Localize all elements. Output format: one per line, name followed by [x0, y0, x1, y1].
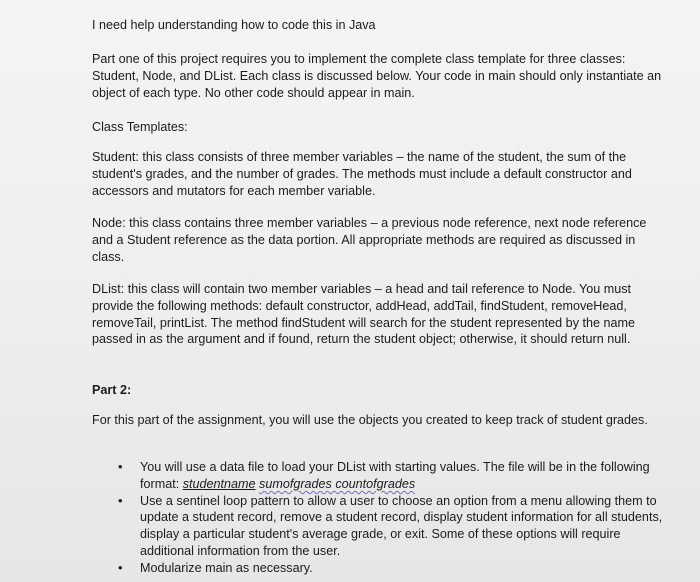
node-paragraph: Node: this class contains three member variables – a previous node reference, next node reference and a Student reference as the data portion. All appropriate methods are required as discussed in class.	[92, 216, 647, 264]
student-paragraph: Student: this class consists of three member variables – the name of the student, the sum of the student's grades, and the number of grades. The methods must include a default constructor and accessors and mutators for each member variable.	[92, 150, 632, 198]
list-item	[92, 560, 672, 577]
bullet-icon: •	[118, 459, 123, 474]
bullet-text-3: Modularize main as necessary.	[140, 560, 313, 575]
class-templates-heading: Class Templates:	[92, 120, 188, 134]
part1-paragraph: Part one of this project requires you to implement the complete class template for three classes: Student, Node, and DList. Each class is discussed below. Your code in main should only instantiate an object of each type. No other code should appear in main.	[92, 52, 662, 100]
format-grades: sumofgrades countofgrades	[259, 476, 416, 491]
bullet-icon: •	[118, 559, 123, 575]
bullet-icon: •	[118, 492, 123, 508]
bullet-text-2: Use a sentinel loop pattern to allow a user to choose an option from a menu allowing them to update a student record, remove a student record, display student information for all students, display a particular student's average grade, or exit. Some of these options will require additional information from the user.	[140, 493, 663, 558]
bullet-text-1: You will use a data file to load your DList with starting values. The file will be in the following format:	[140, 460, 650, 491]
dlist-paragraph: DList: this class will contain two member variables – a head and tail reference to Node. You must provide the following methods: default constructor, addHead, addTail, findStudent, removeHead, removeTail, printList. The method findStudent will search for the student represented by the name passed in as the argument and if found, return the student object; otherwise, it should return null.	[92, 282, 635, 347]
part2-paragraph: For this part of the assignment, you will use the objects you created to keep track of student grades.	[92, 413, 648, 427]
list-item	[92, 493, 672, 560]
part2-heading: Part 2:	[92, 383, 132, 397]
question-title: I need help understanding how to code this in Java	[92, 18, 376, 32]
format-studentname: studentname	[182, 476, 256, 491]
requirements-list	[92, 459, 672, 577]
list-item	[92, 459, 672, 493]
